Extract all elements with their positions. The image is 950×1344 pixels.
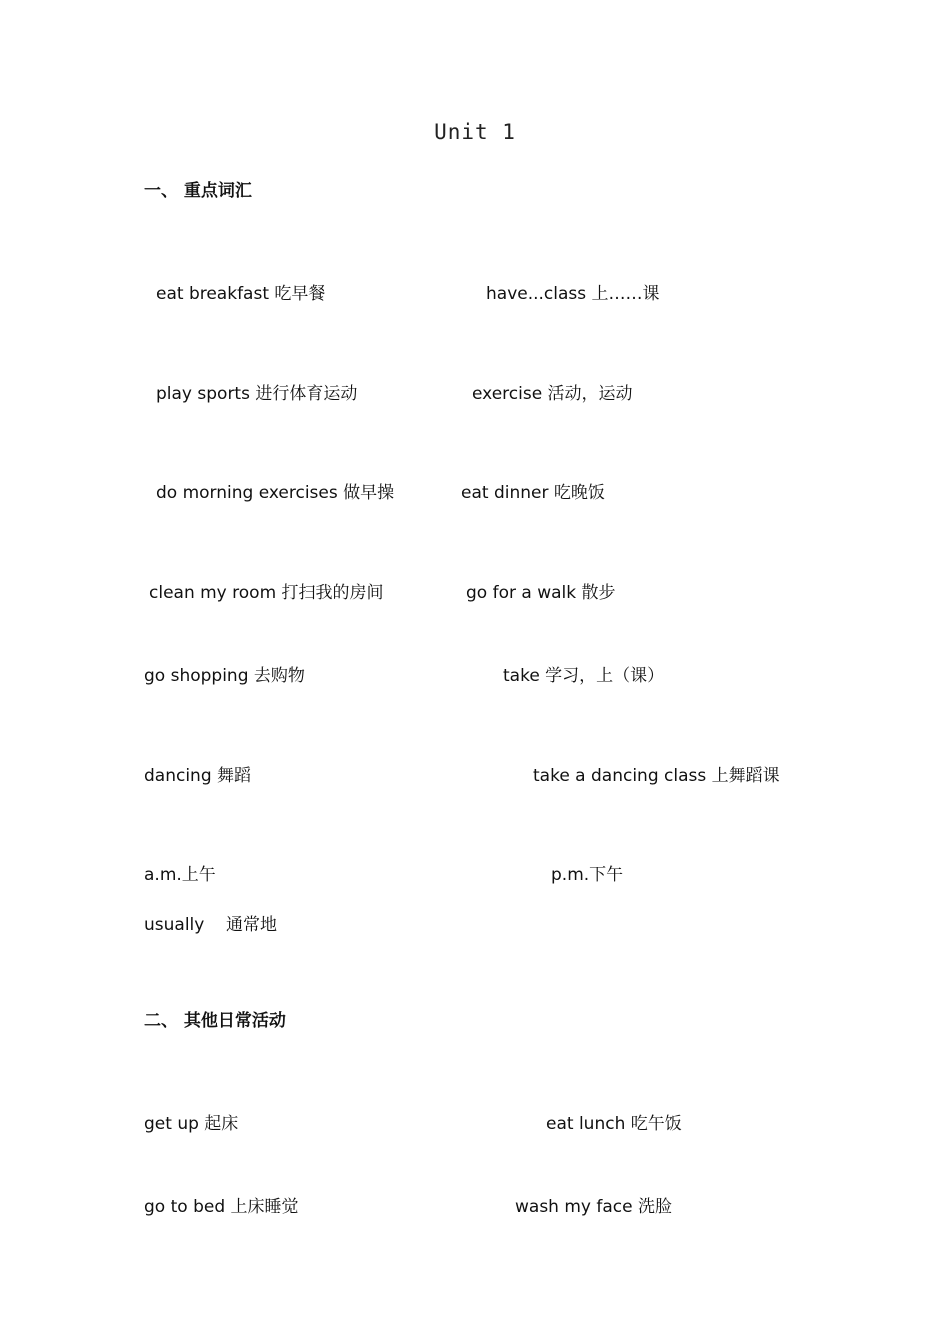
section-heading-key-vocabulary: 一、 重点词汇 (144, 181, 252, 201)
vocab-item: usually 通常地 (144, 915, 277, 935)
vocab-item: eat breakfast 吃早餐 (156, 284, 326, 304)
vocab-item: have...class 上……课 (486, 284, 660, 304)
vocab-item: a.m.上午 (144, 865, 216, 885)
vocab-item: clean my room 打扫我的房间 (149, 583, 384, 603)
activity-item: get up 起床 (144, 1114, 239, 1134)
section-heading-other-daily-activities: 二、 其他日常活动 (144, 1011, 286, 1031)
vocab-item: do morning exercises 做早操 (156, 483, 395, 503)
vocab-item: eat dinner 吃晚饭 (461, 483, 605, 503)
vocab-item: p.m.下午 (551, 865, 624, 885)
page-title: Unit 1 (434, 120, 516, 144)
activity-item: wash my face 洗脸 (515, 1197, 672, 1217)
activity-item: go to bed 上床睡觉 (144, 1197, 299, 1217)
vocab-item: take a dancing class 上舞蹈课 (533, 766, 780, 786)
vocab-item: exercise 活动，运动 (472, 384, 633, 404)
vocab-item: go for a walk 散步 (466, 583, 616, 603)
vocab-item: play sports 进行体育运动 (156, 384, 358, 404)
vocab-item: go shopping 去购物 (144, 666, 305, 686)
vocab-item: take 学习，上（课） (503, 666, 665, 686)
activity-item: eat lunch 吃午饭 (546, 1114, 682, 1134)
vocab-item: dancing 舞蹈 (144, 766, 252, 786)
